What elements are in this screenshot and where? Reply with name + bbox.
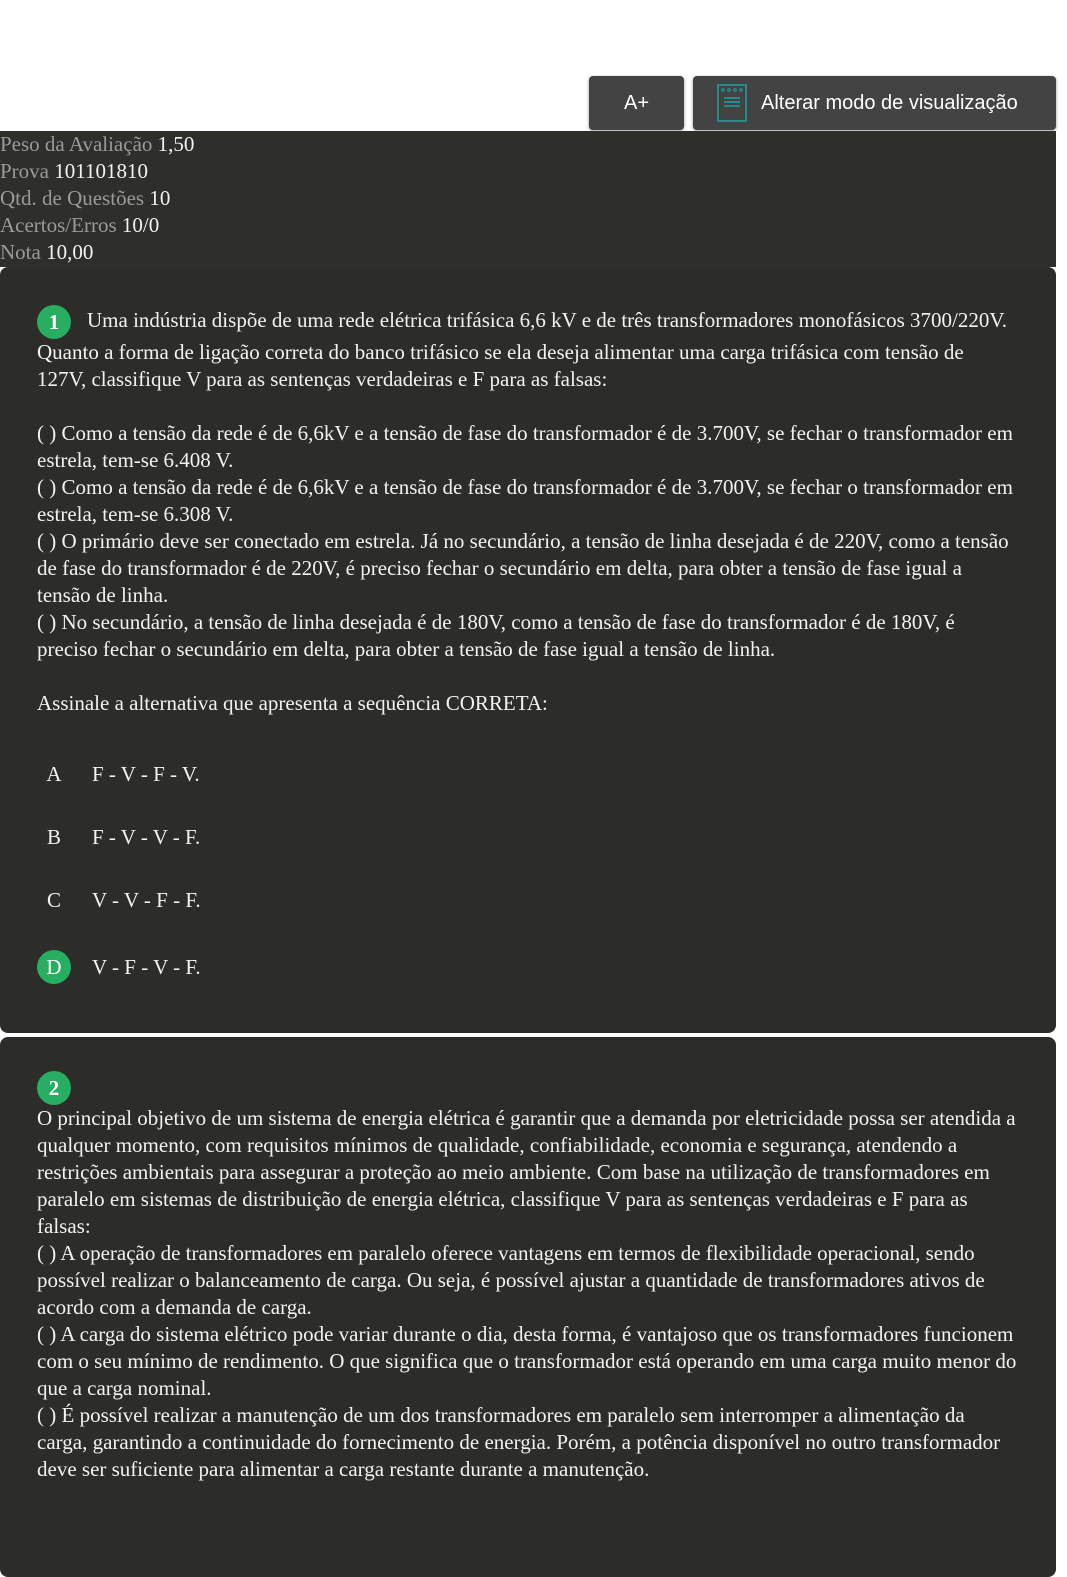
- info-key: Acertos/Erros: [0, 213, 117, 237]
- info-value: 10: [149, 186, 171, 210]
- option-d-selected[interactable]: [37, 950, 201, 984]
- exam-info: [0, 131, 1056, 267]
- document-icon: [717, 84, 747, 122]
- statement: ( ) A operação de transformadores em paralelo oferece vantagens em termos de flexibilidade operacional, sendo possível realizar o balanceamento de carga. Ou seja, é possível ajustar a quantidade de transformadores ativos de acordo com a demanda de carga.: [37, 1241, 985, 1319]
- question-number: 1: [37, 305, 71, 339]
- view-mode-label: Alterar modo de visualização: [761, 91, 1018, 114]
- option-c[interactable]: [37, 883, 201, 917]
- info-row: [0, 131, 1056, 158]
- info-key: Qtd. de Questões: [0, 186, 145, 210]
- question-card-1: [0, 267, 1056, 1033]
- info-key: Prova: [0, 159, 49, 183]
- statement: ( ) A carga do sistema elétrico pode variar durante o dia, desta forma, é vantajoso que os transformadores funcionem com o seu mínimo de rendimento. O que significa que o transformador está operando em uma carga muito menor do que a carga nominal.: [37, 1322, 1017, 1400]
- question-card-2: [0, 1037, 1056, 1577]
- question-text: [37, 305, 1018, 717]
- option-letter: B: [46, 825, 61, 849]
- question-intro: Uma indústria dispõe de uma rede elétrica trifásica 6,6 kV e de três transformadores monofásicos 3700/220V. Quanto a forma de ligação correta do banco trifásico se ela deseja alimentar uma carga trifásica com tensão de 127V, classifique V para as sentenças verdadeiras e F para as falsas:: [37, 307, 1008, 391]
- info-row: [0, 239, 1056, 266]
- option-letter: A: [46, 762, 62, 786]
- option-text: F - V - V - F.: [92, 824, 201, 849]
- info-value: 101101810: [54, 159, 148, 183]
- statement: ( ) O primário deve ser conectado em estrela. Já no secundário, a tensão de linha desejada é de 220V, como a tensão de fase do transformador é de 220V, é preciso fechar o secundário em delta, para obter a tensão de fase igual a tensão de linha.: [37, 529, 1009, 607]
- statement: ( ) Como a tensão da rede é de 6,6kV e a tensão de fase do transformador é de 3.700V, se fechar o transformador em estrela, tem-se 6.308 V.: [37, 475, 1013, 526]
- info-value: 10/0: [121, 213, 160, 237]
- info-key: Peso da Avaliação: [0, 132, 153, 156]
- info-key: Nota: [0, 240, 41, 264]
- view-mode-button[interactable]: [693, 76, 1056, 130]
- info-row: [0, 212, 1056, 239]
- question-text: [37, 1071, 1018, 1483]
- option-a[interactable]: [37, 757, 200, 791]
- info-row: [0, 158, 1056, 185]
- option-letter: D: [37, 950, 71, 984]
- option-text: V - V - F - F.: [92, 887, 201, 912]
- question-intro: O principal objetivo de um sistema de energia elétrica é garantir que a demanda por eletricidade possa ser atendida a qualquer momento, com requisitos mínimos de qualidade, confiabilidade, economia e segurança, atendendo a restrições ambientais para assegurar a proteção ao meio ambiente. Com base na utilização de transformadores em paralelo em sistemas de distribuição de energia elétrica, classifique V para as sentenças verdadeiras e F para as falsas:: [37, 1106, 1016, 1238]
- option-text: F - V - F - V.: [92, 761, 200, 786]
- info-row: [0, 185, 1056, 212]
- info-value: 1,50: [157, 132, 195, 156]
- question-number: 2: [37, 1071, 71, 1105]
- info-value: 10,00: [46, 240, 94, 264]
- statement: ( ) Como a tensão da rede é de 6,6kV e a tensão de fase do transformador é de 3.700V, se fechar o transformador em estrela, tem-se 6.408 V.: [37, 421, 1013, 472]
- option-letter: C: [46, 888, 61, 912]
- statement: ( ) É possível realizar a manutenção de um dos transformadores em paralelo sem interromper a alimentação da carga, garantindo a continuidade do fornecimento de energia. Porém, a potência disponível no outro transformador deve ser suficiente para alimentar a carga restante durante a manutenção.: [37, 1403, 1001, 1481]
- option-b[interactable]: [37, 820, 200, 854]
- font-size-label: A+: [623, 91, 650, 114]
- question-prompt: Assinale a alternativa que apresenta a sequência CORRETA:: [37, 691, 548, 715]
- option-text: V - F - V - F.: [92, 954, 201, 979]
- font-size-button[interactable]: [589, 76, 684, 130]
- statement: ( ) No secundário, a tensão de linha desejada é de 180V, como a tensão de fase do transformador é de 180V, é preciso fechar o secundário em delta, para obter a tensão de fase igual a tensão de linha.: [37, 610, 955, 661]
